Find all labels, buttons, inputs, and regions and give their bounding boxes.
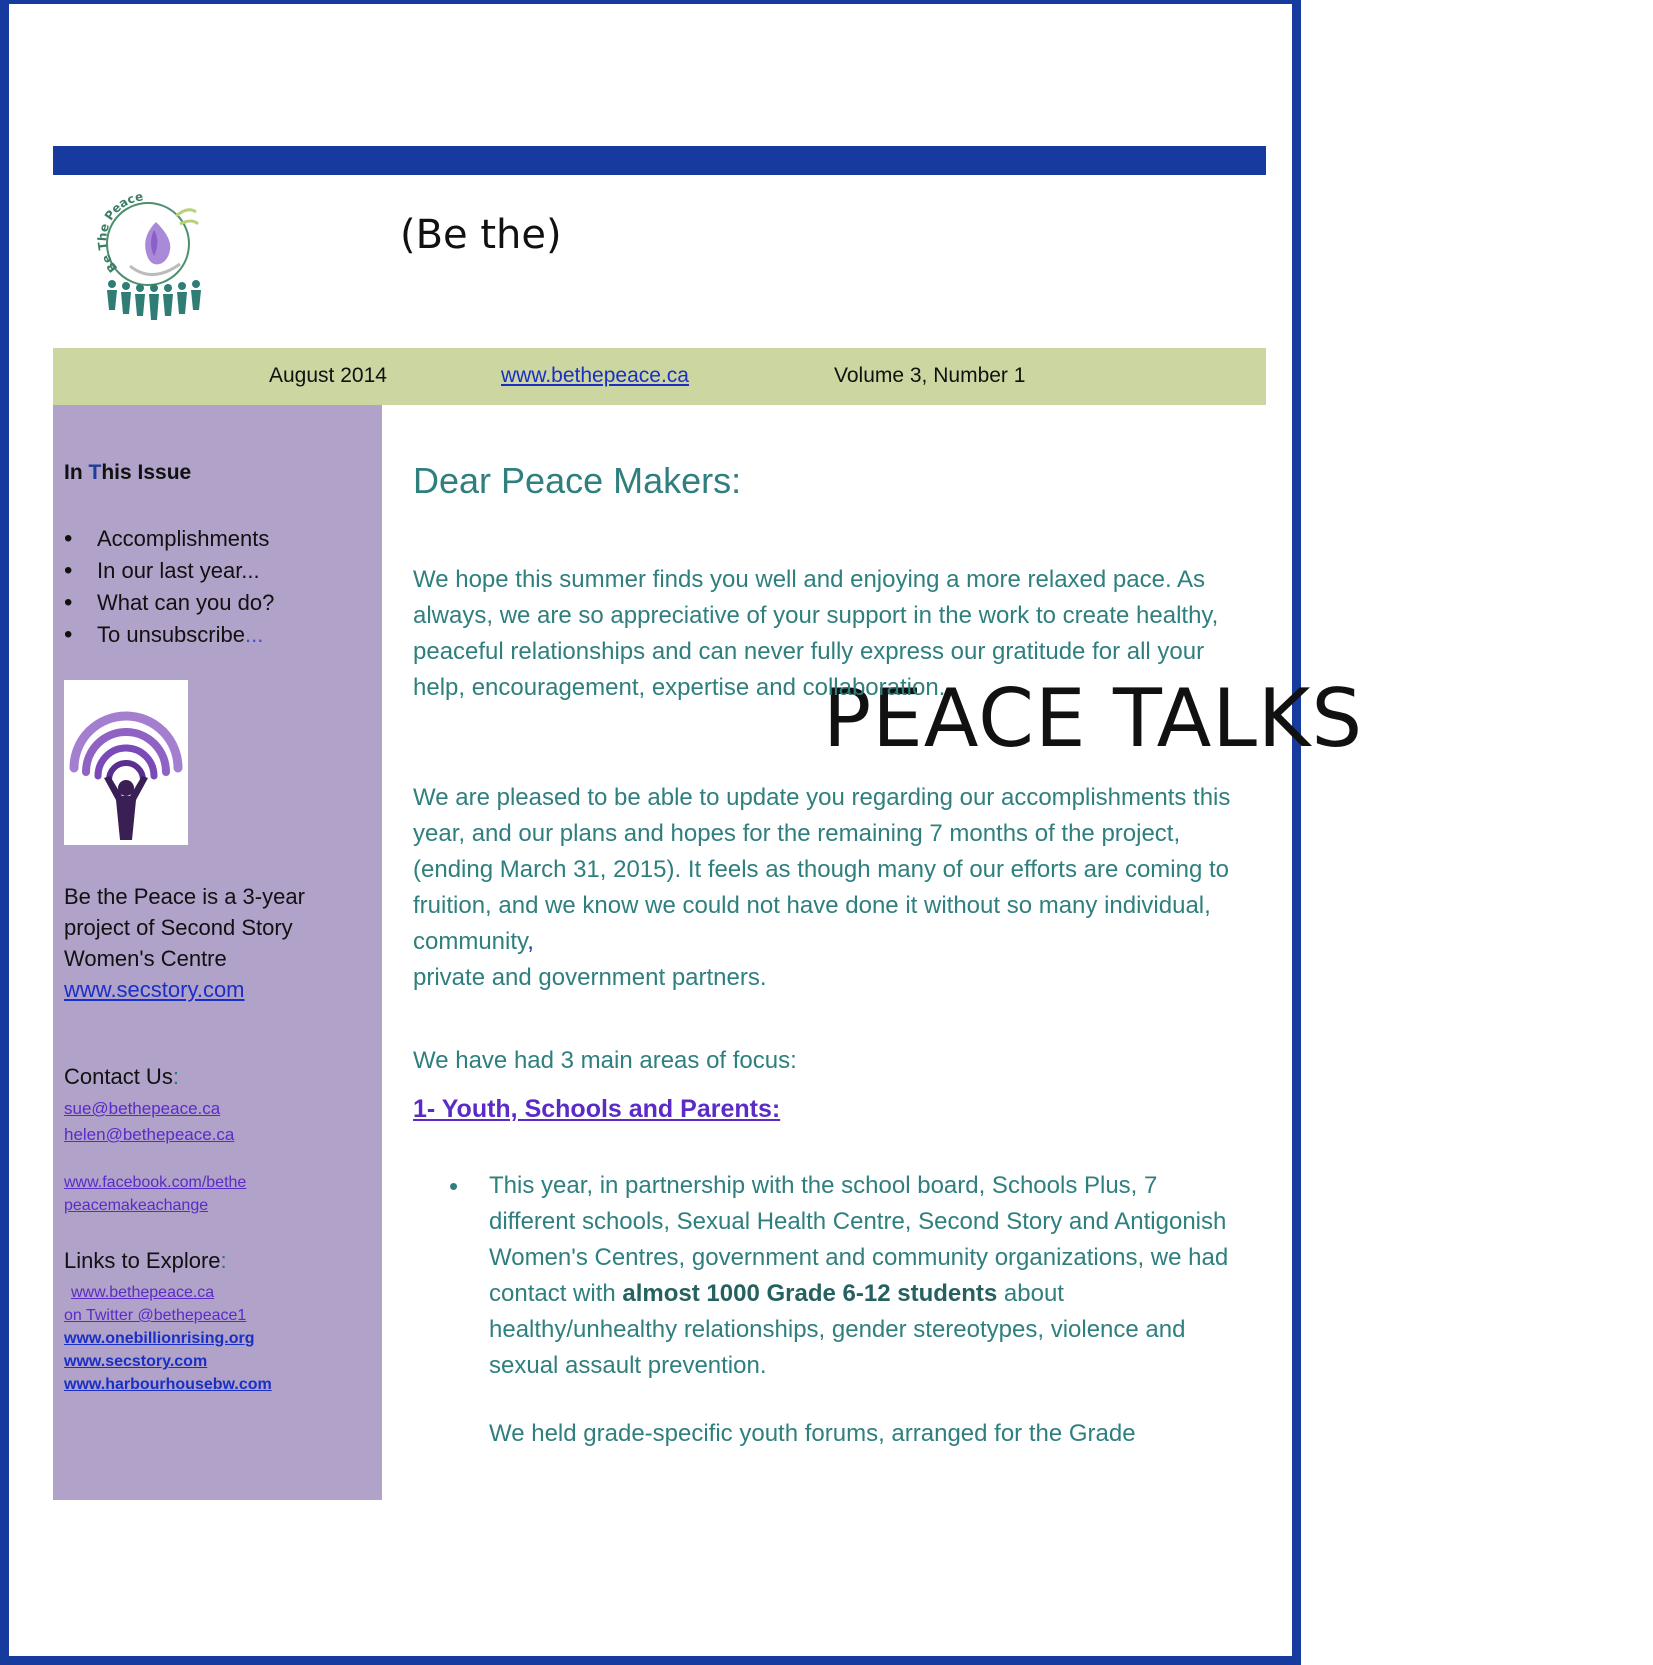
link-onebillionrising[interactable]: www.onebillionrising.org xyxy=(64,1330,255,1347)
title-main: PEACE TALKS xyxy=(823,672,1364,765)
paragraph-forums: We held grade-specific youth forums, arranged for the Grade xyxy=(489,1420,1136,1447)
issue-list xyxy=(64,523,274,651)
list-item: • Accomplishments xyxy=(64,523,274,555)
top-color-bar xyxy=(53,146,1266,175)
paragraph-intro: We hope this summer finds you well and enjoying a more relaxed pace. As always, we are so appreciative of your support in the work to create healthy, peaceful relationships and can never fully express our gratitude for all your help, encouragement, expertise and collaboration. xyxy=(413,566,1219,701)
sidebar xyxy=(53,405,382,1500)
email-link-helen[interactable]: helen@bethepeace.ca xyxy=(64,1125,235,1144)
email-link-sue[interactable]: sue@bethepeace.ca xyxy=(64,1099,221,1118)
list-item: • In our last year... xyxy=(64,555,274,587)
contact-heading: Contact Us: xyxy=(64,1064,179,1089)
list-item: • What can you do? xyxy=(64,587,274,619)
info-bar xyxy=(53,348,1266,405)
link-secstory[interactable]: www.secstory.com xyxy=(64,1353,208,1370)
secstory-link[interactable]: www.secstory.com xyxy=(64,977,245,1002)
paragraph-update: We are pleased to be able to update you regarding our accomplishments this year, and our plans and hopes for the remaining 7 months of the project, (ending March 31, 2015). It feels as though many of our efforts are coming to fruition, and we know we could not have done it without so many individual, community, private and government partners. xyxy=(413,784,1231,991)
svg-text:Be The Peace xyxy=(96,189,144,275)
link-harbourhouse[interactable]: www.harbourhousebw.com xyxy=(64,1376,272,1393)
peace-figure-image xyxy=(64,680,188,845)
about-text: Be the Peace is a 3-year project of Second Story Women's Centre www.secstory.com xyxy=(64,884,305,1002)
link-twitter[interactable]: on Twitter @bethepeace1 xyxy=(64,1307,247,1324)
in-this-issue-heading: In This Issue xyxy=(64,461,192,484)
section-heading-youth: 1- Youth, Schools and Parents: xyxy=(413,1095,781,1123)
bullet-partnership: • This year, in partnership with the school board, Schools Plus, 7 different schools, Sexual Health Centre, Second Story and Antigonish Women's Centres, government and community organizations, we had contact with almost 1000 Grade 6-12 students about healthy/unhealthy relationships, gender stereotypes, violence and sexual assault prevention. xyxy=(489,1168,1249,1384)
be-the-peace-logo xyxy=(96,186,210,336)
greeting-heading: Dear Peace Makers: xyxy=(413,460,742,501)
list-item: • To unsubscribe... xyxy=(64,619,274,651)
links-heading: Links to Explore: xyxy=(64,1248,227,1273)
title-prefix: (Be the) xyxy=(400,212,562,258)
website-link[interactable]: www.bethepeace.ca xyxy=(501,364,689,387)
logo-text: Be The Peace xyxy=(96,189,145,276)
facebook-link[interactable]: www.facebook.com/bethe peacemakeachange xyxy=(64,1174,247,1214)
issue-date: August 2014 xyxy=(269,364,387,387)
paragraph-focus: We have had 3 main areas of focus: xyxy=(413,1047,797,1074)
volume-number: Volume 3, Number 1 xyxy=(834,364,1026,387)
link-bethepeace[interactable]: www.bethepeace.ca xyxy=(71,1284,215,1301)
